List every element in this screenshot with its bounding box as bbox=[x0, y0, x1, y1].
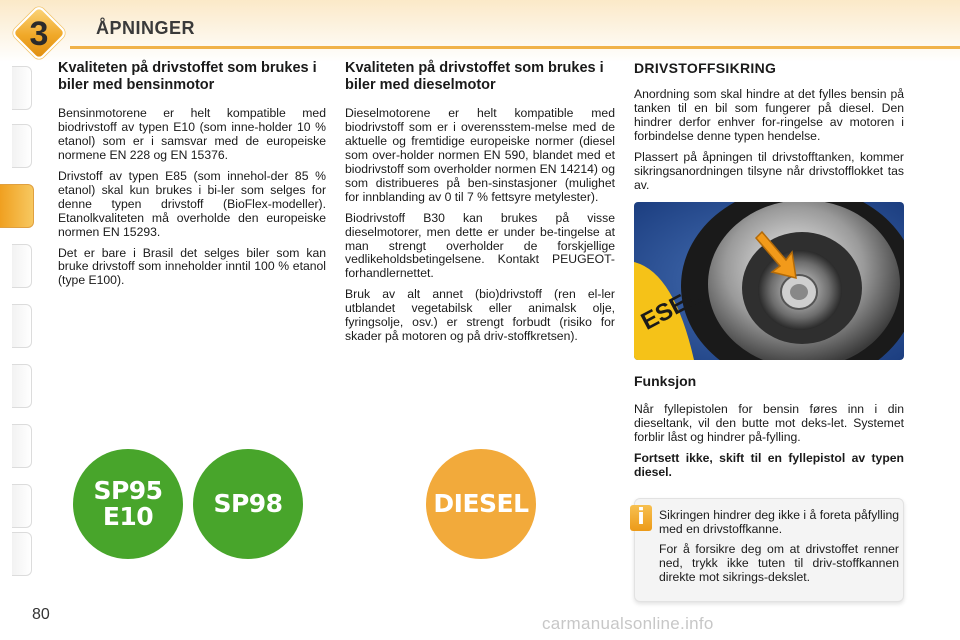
chapter-tab[interactable] bbox=[12, 484, 32, 528]
chapter-tab[interactable] bbox=[12, 364, 32, 408]
misfuel-paragraph: Anordning som skal hindre at det fylles bensin på tanken til en bil som fungerer på diesel. Den hindrer derfor enhver for-ringelse av motoren i forbindelse denne typen hendelse. bbox=[634, 87, 904, 143]
fuel-filler-illustration bbox=[634, 202, 904, 360]
chapter-tab-active[interactable] bbox=[0, 184, 34, 228]
chapter-tab[interactable] bbox=[12, 124, 32, 168]
petrol-heading: Kvaliteten på drivstoffet som brukes i biler med bensinmotor bbox=[58, 60, 317, 93]
chapter-tab[interactable] bbox=[12, 532, 32, 576]
info-text bbox=[659, 509, 899, 591]
misfuel-heading: DRIVSTOFFSIKRING bbox=[634, 60, 777, 76]
misfuel-paragraph: Plassert på åpningen til drivstofftanken, kommer sikringsanordningen tilsyne når drivstofflokket tas av. bbox=[634, 149, 904, 192]
chapter-number: 3 bbox=[29, 15, 49, 53]
info-icon: i bbox=[630, 505, 652, 531]
watermark: carmanualsonline.info bbox=[542, 614, 714, 633]
diesel-paragraph: Dieselmotorene er helt kompatible med biodrivstoff som er i overensstem-melse med de aktuelle og fremtidige europeiske normer (diesel som over-holder normen EN 590, blandet med et biodrivstoff som overholder normen EN 14214) og som distribueres på ben-sinstasjoner (mulighet for innblanding av 0 til 7 % fettsyre metylester). bbox=[345, 106, 615, 204]
chapter-tabs bbox=[0, 66, 44, 576]
diesel-heading: Kvaliteten på drivstoffet som brukes i biler med dieselmotor bbox=[345, 60, 604, 93]
function-heading: Funksjon bbox=[634, 373, 697, 390]
sp98-badge bbox=[193, 449, 303, 559]
column-misfuel-prevention bbox=[634, 60, 904, 487]
sp95-e10-badge bbox=[73, 449, 183, 559]
sp95-label: SP95 bbox=[93, 475, 163, 505]
petrol-paragraph: Drivstoff av typen E85 (som innehol-der 85 % etanol) skal kun brukes i bi-ler som selges for denne typen drivstoff (BioFlex-modeller). Etanolkvaliteten må overholde den europeiske normen EN 15293. bbox=[58, 168, 326, 239]
e10-label: E10 bbox=[102, 502, 154, 531]
info-paragraph: For å forsikre deg om at drivstoffet renner ned, trykk ikke tuten til driv-stoffkannen direkte mot sikrings-dekslet. bbox=[659, 541, 899, 584]
petrol-paragraph: Bensinmotorene er helt kompatible med biodrivstoff av typen E10 (som inne-holder 10 % etanol) som er i samsvar med de europeiske normene EN 228 og EN 15376. bbox=[58, 106, 326, 163]
chapter-tab[interactable] bbox=[12, 66, 32, 110]
sp98-label: SP98 bbox=[213, 488, 283, 518]
petrol-paragraph: Det er bare i Brasil det selges biler som kan bruke drivstoff som inneholder inntil 100 % etanol (type E100). bbox=[58, 245, 326, 288]
page-number: 80 bbox=[32, 606, 50, 623]
diesel-paragraph: Bruk av alt annet (bio)drivstoff (ren el-ler utblandet vegetabilsk eller animalsk olje, fyringsolje, osv.) er strengt forbudt (risiko for skader på motoren og på driv-stoffkretsen). bbox=[345, 287, 615, 343]
function-warning: Fortsett ikke, skift til en fyllepistol av typen diesel. bbox=[634, 451, 904, 480]
page-title: ÅPNINGER bbox=[96, 18, 196, 38]
diesel-badge bbox=[426, 449, 536, 559]
column-petrol bbox=[58, 60, 326, 295]
info-paragraph: Sikringen hindrer deg ikke i å foreta påfylling med en drivstoffkanne. bbox=[659, 508, 899, 536]
diesel-label-on-filler: ESEL bbox=[636, 282, 705, 337]
chapter-tab[interactable] bbox=[12, 244, 32, 288]
function-paragraph: Når fyllepistolen for bensin føres inn i din dieseltank, vil den butte mot deks-let. Systemet forblir låst og hindrer på-fylling. bbox=[634, 402, 904, 445]
fuel-filler-photo bbox=[634, 202, 904, 360]
diesel-paragraph: Biodrivstoff B30 kan brukes på visse dieselmotorer, men dette er under be-tingelse at man strengt overholder de forskjellige vedlikeholdsbetingelsene. Kontakt PEUGEOT-forhandlernettet. bbox=[345, 210, 615, 281]
diesel-label: DIESEL bbox=[433, 488, 529, 518]
header-rule bbox=[70, 46, 960, 49]
chapter-tab[interactable] bbox=[12, 424, 32, 468]
column-diesel bbox=[345, 60, 615, 351]
chapter-tab[interactable] bbox=[12, 304, 32, 348]
